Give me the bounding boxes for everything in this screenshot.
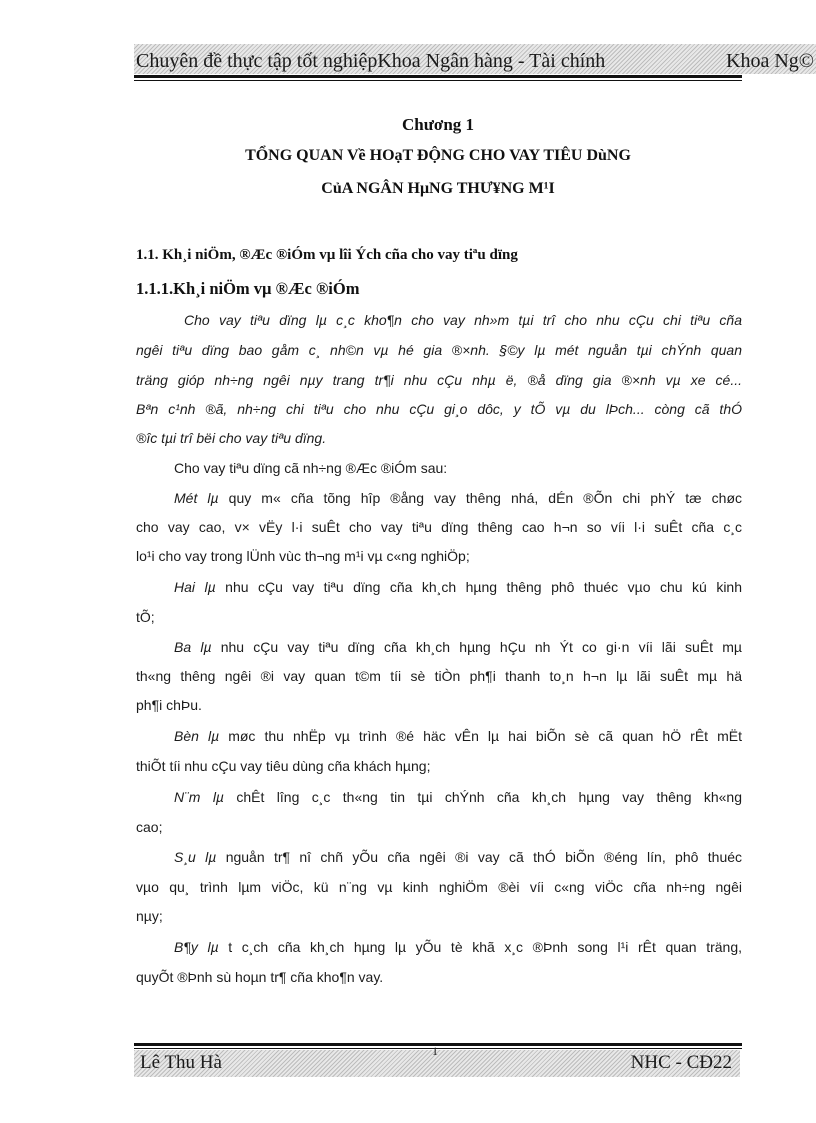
- header-title: Chuyên đề thực tập tốt nghiệpKhoa Ngân hàng - Tài chính: [136, 50, 606, 72]
- footer-author: Lê Thu Hà: [140, 1052, 222, 1073]
- page-header: [134, 44, 816, 74]
- chapter-label: Chương 1: [401, 115, 475, 134]
- header-right-text: Khoa Ng©: [726, 50, 814, 72]
- section-heading-1-1: 1.1. Kh¸i niÖm, ®Æc ®iÓm vµ lîi Ých cña cho vay tiªu dïng: [136, 247, 518, 263]
- chapter-title-line-1: TỔNG QUAN Về HOạT ĐỘNG CHO VAY TIÊU DùNG: [245, 147, 631, 164]
- list-item-line: Bèn lµ møc thu nhËp vµ trình ®é häc vÊn lµ hai biÕn sè cã quan hÖ rÊt mËt: [174, 728, 742, 744]
- item-label: Hai lµ: [174, 579, 216, 595]
- body-line: thiÕt tíi nhu cÇu vay tiêu dùng cña khách hµng;: [136, 758, 431, 774]
- list-item-line: Ba lµ nhu cÇu vay tiªu dïng cña kh¸ch hµng hÇu nh Ýt co gi·n víi lãi suÊt mµ: [174, 639, 742, 655]
- body-line: cho vay cao, v× vËy l·i suÊt cho vay tiªu dïng thêng cao h¬n so víi l·i suÊt cña c¸c: [136, 519, 742, 535]
- item-label: N¨m lµ: [174, 789, 224, 805]
- list-item-line: Mét lµ quy m« cña tõng hîp ®ång vay thêng nhá, dÉn ®Õn chi phÝ tæ chøc: [174, 490, 742, 506]
- body-line: Bªn c¹nh ®ã, nh÷ng chi tiªu cho nhu cÇu gi¸o dôc, y tÕ vµ du lÞch... còng cã thÓ: [136, 401, 742, 417]
- item-label: Ba lµ: [174, 639, 212, 655]
- body-line: nµy;: [136, 908, 163, 924]
- page-number: 1: [432, 1044, 438, 1058]
- body-line: Cho vay tiªu dïng cã nh÷ng ®Æc ®iÓm sau:: [174, 460, 448, 476]
- item-label: B¶y lµ: [174, 939, 219, 955]
- body-line: th«ng thêng ngêi ®i vay quan t©m tíi sè tiÒn ph¶i thanh to¸n h¬n lµ lãi suÊt mµ hä: [136, 668, 742, 684]
- item-label: S¸u lµ: [174, 849, 217, 865]
- item-label: Bèn lµ: [174, 728, 220, 744]
- body-line: tÕ;: [136, 609, 155, 625]
- body-line: ngêi tiªu dïng bao gåm c¸ nh©n vµ hé gia ®×nh. §©y lµ mét nguån tµi chÝnh quan: [136, 342, 742, 358]
- body-line: vµo qu¸ trình lµm viÖc, kü n¨ng vµ kinh nghiÖm ®èi víi c«ng viÖc cña nh÷ng ngêi: [136, 879, 742, 895]
- header-rule-thick: [134, 75, 742, 78]
- body-line: Cho vay tiªu dïng lµ c¸c kho¶n cho vay nh»m tµi trî cho nhu cÇu chi tiªu cña: [184, 312, 742, 328]
- footer-class: NHC - CĐ22: [630, 1052, 732, 1073]
- list-item-line: N¨m lµ chÊt lîng c¸c th«ng tin tµi chÝnh cña kh¸ch hµng vay thêng kh«ng: [174, 789, 742, 805]
- body-line: ph¶i chÞu.: [136, 697, 202, 713]
- page-footer: [134, 1044, 740, 1077]
- body-line: ®îc tµi trî bëi cho vay tiªu dïng.: [136, 430, 327, 446]
- item-label: Mét lµ: [174, 490, 219, 506]
- footer-rule-thick: [134, 1043, 742, 1046]
- list-item-line: Hai lµ nhu cÇu vay tiªu dïng cña kh¸ch hµng thêng phô thuéc vµo chu kú kinh: [174, 579, 742, 595]
- body-line: quyÕt ®Þnh sù hoµn tr¶ cña kho¶n vay.: [136, 969, 384, 985]
- section-heading-1-1-1: 1.1.1.Kh¸i niÖm vµ ®Æc ®iÓm: [136, 279, 360, 298]
- chapter-title-line-2: CủA NGÂN HμNG THƯ¥NG M¹I: [321, 180, 555, 197]
- body-line: cao;: [136, 819, 163, 835]
- footer-rule-thin: [134, 1048, 742, 1049]
- body-line: träng gióp nh÷ng ngêi nµy trang tr¶i nhu cÇu nhµ ë, ®å dïng gia ®×nh vµ xe cé...: [136, 372, 742, 388]
- header-rule-thin: [134, 80, 742, 81]
- list-item-line: S¸u lµ nguån tr¶ nî chñ yÕu cña ngêi ®i vay cã thÓ biÕn ®éng lín, phô thuéc: [174, 849, 742, 865]
- body-line: lo¹i cho vay trong lÜnh vùc th¬ng m¹i vµ c«ng nghiÖp;: [136, 548, 470, 564]
- list-item-line: B¶y lµ t c¸ch cña kh¸ch hµng lµ yÕu tè khã x¸c ®Þnh song l¹i rÊt quan träng,: [174, 939, 742, 955]
